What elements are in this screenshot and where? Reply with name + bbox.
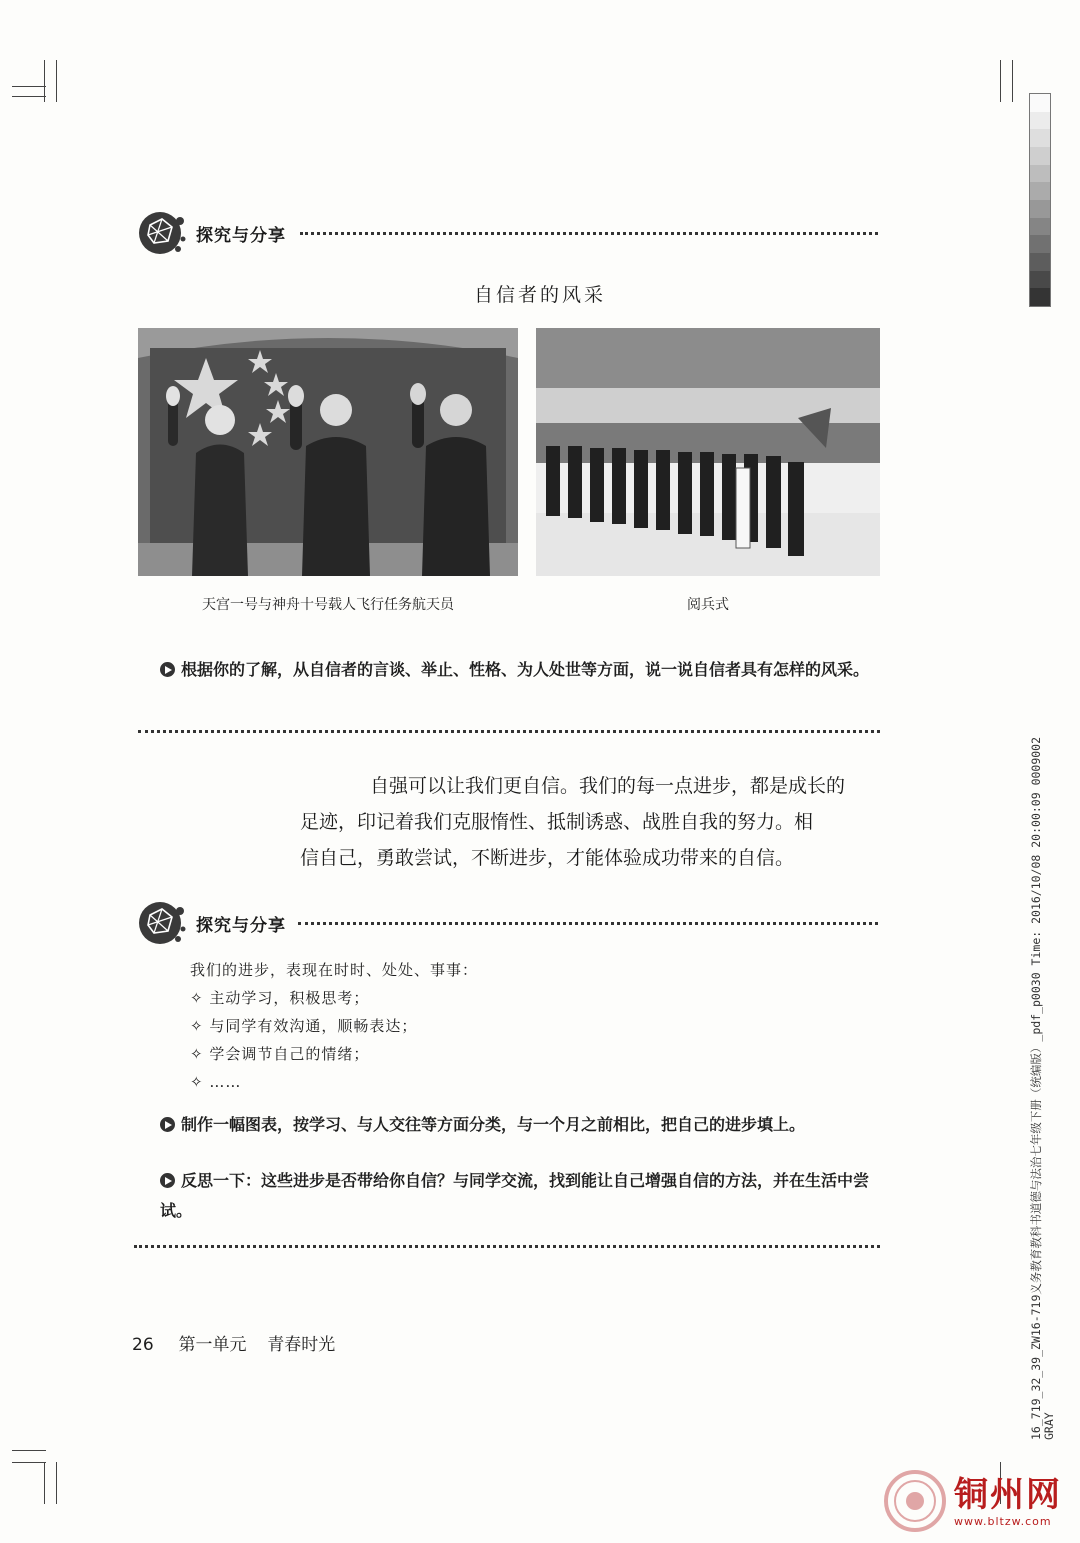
- dotted-divider: [134, 1245, 880, 1248]
- dotted-divider: [300, 232, 878, 235]
- section-title: 探究与分享: [196, 225, 286, 246]
- progress-list: [190, 956, 478, 1096]
- page-number: 26: [132, 1335, 154, 1355]
- main-paragraph: [300, 768, 880, 876]
- list-item: ✧ 与同学有效沟通，顺畅表达；: [190, 1017, 418, 1035]
- crop-mark: [44, 60, 45, 102]
- production-code: [1030, 737, 1056, 1440]
- crop-mark: [1000, 60, 1001, 102]
- list-intro: 我们的进步，表现在时时、处处、事事：: [190, 961, 479, 979]
- play-bullet-icon: [160, 662, 175, 677]
- list-item: ✧ 主动学习，积极思考；: [190, 989, 370, 1007]
- unit-title: 青春时光: [267, 1335, 336, 1355]
- crop-mark: [12, 1450, 46, 1451]
- paragraph-line: 自强可以让我们更自信。我们的每一点进步，都是成长的: [370, 775, 846, 797]
- watermark-name: 铜州网: [954, 1474, 1062, 1515]
- play-bullet-icon: [160, 1173, 175, 1188]
- list-item: ✧ ……: [190, 1073, 242, 1091]
- crop-mark: [56, 1462, 57, 1504]
- explore-share-icon: [138, 899, 186, 947]
- section-header: [138, 898, 286, 948]
- unit-label: 第一单元: [178, 1335, 247, 1355]
- dotted-divider: [298, 922, 878, 925]
- explore-share-icon: [138, 209, 186, 257]
- astronauts-photo: [138, 328, 518, 576]
- crop-mark: [12, 96, 46, 97]
- prompt-paragraph: 根据你的了解，从自信者的言谈、举止、性格、为人处世等方面，说一说自信者具有怎样的风采。: [160, 655, 880, 685]
- prompt-paragraph: 制作一幅图表，按学习、与人交往等方面分类，与一个月之前相比，把自己的进步填上。: [160, 1110, 880, 1140]
- list-item: ✧ 学会调节自己的情绪；: [190, 1045, 370, 1063]
- crop-mark: [56, 60, 57, 102]
- photo-caption: 阅兵式: [687, 597, 729, 613]
- section-title: 探究与分享: [196, 915, 286, 936]
- crop-mark: [44, 1462, 45, 1504]
- paragraph-line: 信自己，勇敢尝试，不断进步，才能体验成功带来的自信。: [300, 847, 795, 869]
- watermark: [882, 1468, 1062, 1534]
- gray-scale-bar: [1029, 93, 1051, 307]
- production-code-line: 16_719_32_39_ZW16-719义务教育教科书道德与法治七年级下册（统编版）_pdf_p0030 Time: 2016/10/08 20:00:09 0009002: [1029, 736, 1043, 1440]
- crop-mark: [12, 1462, 46, 1463]
- paragraph-line: 足迹，印记着我们克服惰性、抵制诱惑、战胜自我的努力。相: [300, 811, 814, 833]
- page-footer: [132, 1330, 335, 1355]
- photo-caption: 天宫一号与神舟十号载人飞行任务航天员: [202, 597, 454, 613]
- dotted-divider: [138, 730, 880, 733]
- parade-photo: [536, 328, 880, 576]
- watermark-seal-icon: [882, 1468, 948, 1534]
- play-bullet-icon: [160, 1117, 175, 1132]
- section-subtitle: 自信者的风采: [473, 284, 606, 306]
- section-header: [138, 208, 286, 258]
- watermark-url: www.bltzw.com: [954, 1514, 1052, 1528]
- crop-mark: [12, 86, 46, 87]
- prompt-paragraph: 反思一下：这些进步是否带给你自信？与同学交流，找到能让自己增强自信的方法，并在生活中尝试。: [160, 1171, 870, 1220]
- production-code-line: GRAY: [1042, 1412, 1056, 1440]
- crop-mark: [1012, 60, 1013, 102]
